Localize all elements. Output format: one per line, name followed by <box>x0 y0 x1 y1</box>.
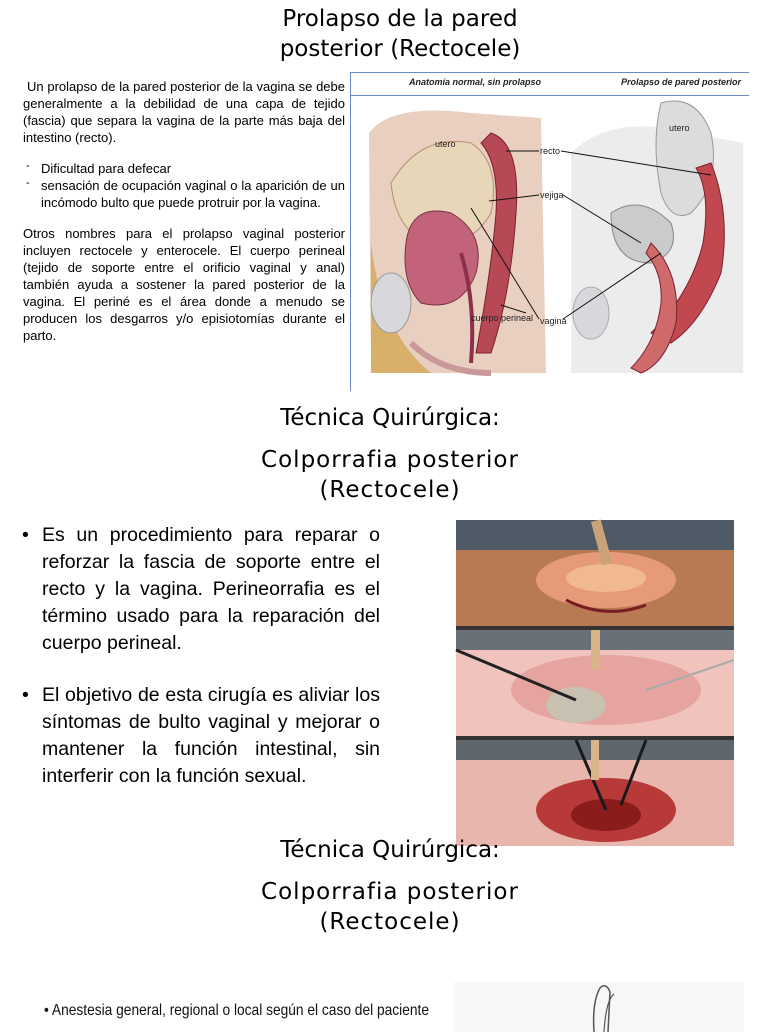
surgery-photo <box>456 630 734 736</box>
figure-heading-normal: Anatomía normal, sin prolapso <box>409 77 542 87</box>
slide-3-title: Colporrafia posterior (Rectocele) <box>261 879 519 935</box>
closing-paragraph: Otros nombres para el prolapso vaginal posterior incluyen rectocele y enterocele. El cuerpo perineal (tejido de soporte entre el orificio vaginal y anal) también ayuda a sostener la pared posterior de la vagina. El periné es el área donde a menudo se producen los desgarros y/o episiotomías durante el parto. <box>23 226 345 343</box>
label-recto: recto <box>540 146 561 156</box>
surgery-photo-3 <box>456 740 734 846</box>
surgery-photo <box>456 740 734 846</box>
label-cuerpo-perineal: cuerpo perineal <box>471 313 534 323</box>
slide-2-bullet: • Es un procedimiento para reparar o reforzar la fascia de soporte entre el recto y la vagina. Perineorrafia es el término usado para la reparación del cuerpo perineal. <box>22 522 380 657</box>
slide-1-title: Prolapso de la pared posterior (Rectocele) <box>279 6 521 62</box>
surgery-photo-2 <box>456 630 734 736</box>
slide-3-bullet: • Anestesia general, regional o local según el caso del paciente <box>44 1002 430 1019</box>
slide-3-cut-title-text: Técnica Quirúrgica: <box>280 837 500 863</box>
intro-paragraph: Un prolapso de la pared posterior de la vagina se debe generalmente a la debilidad de una capa de tejido (fascia) que separa la vagina de la parte más baja del intestino (recto). <box>23 79 345 145</box>
slide-3-bullet-text: Anestesia general, regional o local según el caso del paciente <box>51 1002 430 1019</box>
surgery-photo-1 <box>456 520 734 626</box>
surgery-photo-strip <box>456 520 734 846</box>
instrument-illustration <box>454 982 744 1032</box>
normal-anatomy-drawing <box>369 111 546 374</box>
slide-3-cut-title <box>200 837 580 865</box>
slide-1 <box>0 0 768 400</box>
symptom-item: - sensación de ocupación vaginal o la aparición de un incómodo bulto que puede protruir por la vagina. <box>23 177 345 211</box>
slide-3 <box>0 837 768 1024</box>
slide-2-bullet: • El objetivo de esta cirugía es aliviar los síntomas de bulto vaginal y mejorar o mantener la función intestinal, sin interferir con la función sexual. <box>22 682 380 790</box>
slide-2-cut-title-text: Técnica Quirúrgica: <box>280 405 500 431</box>
slide-2-cut-title <box>200 405 580 433</box>
slide-2-title: Colporrafia posterior (Rectocele) <box>261 447 519 503</box>
slide-2-bullets <box>22 522 380 815</box>
anatomy-figure <box>350 72 749 391</box>
figure-heading-prolapse: Prolapso de pared posterior <box>621 77 742 87</box>
label-vejiga: vejiga <box>540 190 564 200</box>
prolapse-anatomy-drawing <box>571 101 743 373</box>
label-utero-left: utero <box>435 139 456 149</box>
label-vagina: vagina <box>540 316 567 326</box>
surgery-photo <box>456 520 734 626</box>
anatomy-illustration <box>351 73 749 391</box>
symptom-item: - Dificultad para defecar <box>23 160 345 177</box>
slide-1-body <box>23 78 345 344</box>
symptom-list <box>23 160 345 211</box>
label-utero-right: utero <box>669 123 690 133</box>
